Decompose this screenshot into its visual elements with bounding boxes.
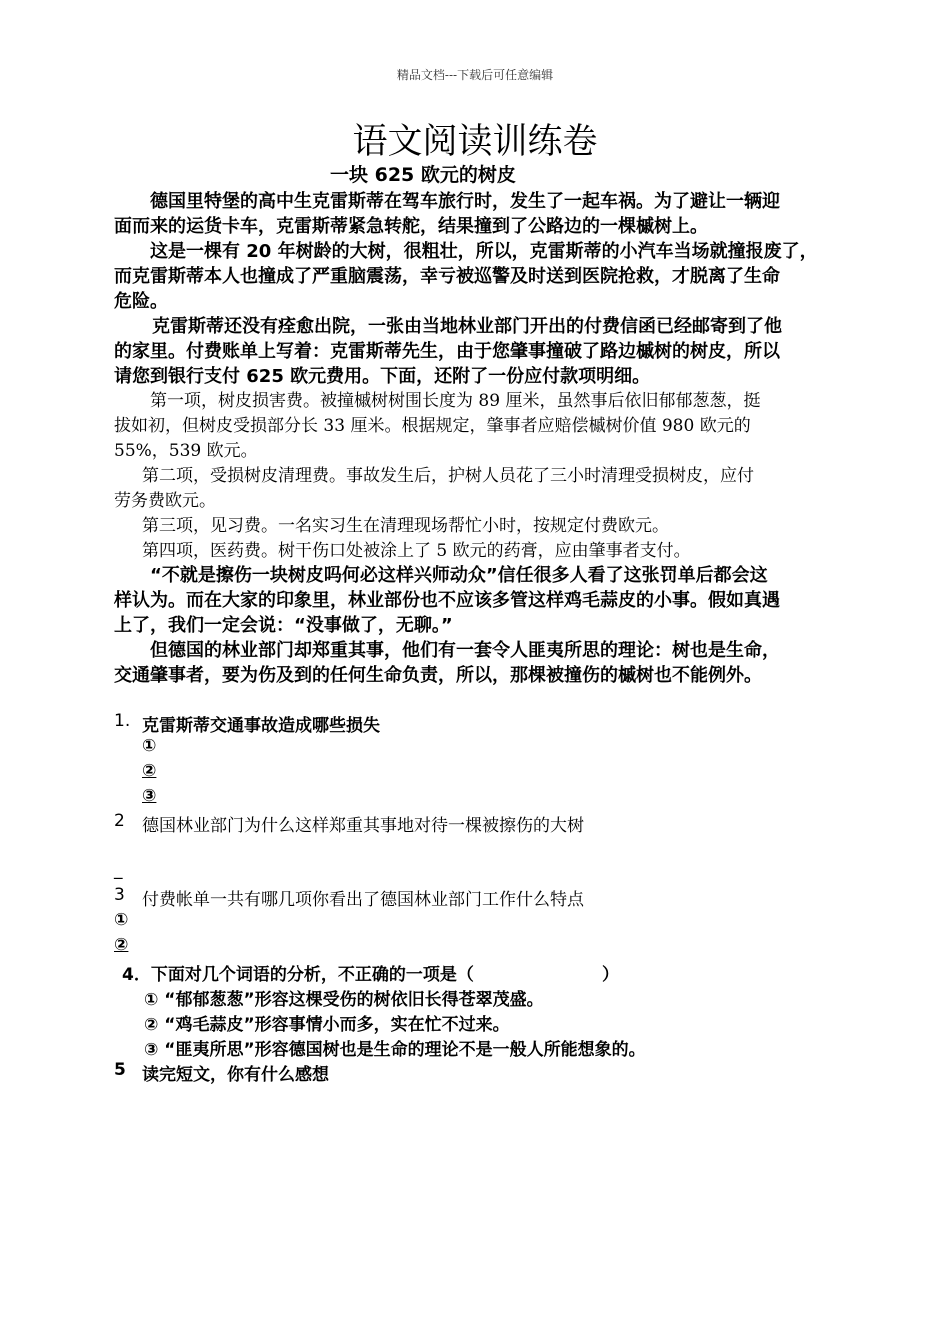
question-4-close: ） [602, 965, 619, 985]
article-line: 上了，我们一定会说：“没事做了，无聊。” [114, 615, 453, 636]
article-line: 55%，539 欧元。 [114, 441, 258, 461]
article-line: 危险。 [114, 291, 168, 312]
article-line: 而克雷斯蒂本人也撞成了严重脑震荡，幸亏被巡警及时送到医院抢救，才脱离了生命 [114, 266, 780, 287]
question-5-text: 读完短文，你有什么感想 [142, 1065, 329, 1085]
page-header: 精品文档---下载后可任意编辑 [396, 68, 554, 82]
article-line: 请您到银行支付 625 欧元费用。下面，还附了一份应付款项明细。 [114, 366, 651, 387]
article-line: 交通肇事者，要为伤及到的任何生命负责，所以，那棵被撞伤的槭树也不能例外。 [114, 665, 762, 686]
article-line: 德国里特堡的高中生克雷斯蒂在驾车旅行时，发生了一起车祸。为了避让一辆迎 [150, 191, 780, 212]
question-1-text: 克雷斯蒂交通事故造成哪些损失 [142, 716, 380, 736]
question-3-text: 付费帐单一共有哪几项你看出了德国林业部门工作什么特点 [142, 890, 584, 910]
article-line: 第三项，见习费。一名实习生在清理现场帮忙小时，按规定付费欧元。 [142, 516, 669, 536]
page-title: 语文阅读训练卷 [352, 122, 598, 162]
article-title: 一块 625 欧元的树皮 [330, 164, 516, 186]
question-2-number: 2 [114, 811, 125, 831]
article-line: 第二项，受损树皮清理费。事故发生后，护树人员花了三小时清理受损树皮，应付 [142, 466, 754, 486]
question-2-text: 德国林业部门为什么这样郑重其事地对待一棵被擦伤的大树 [142, 816, 584, 836]
option-3: ③ “匪夷所思”形容德国树也是生命的理论不是一般人所能想象的。 [144, 1040, 646, 1060]
question-1-number: 1. [114, 711, 131, 731]
article-line: 样认为。而在大家的印象里，林业部份也不应该多管这样鸡毛蒜皮的小事。假如真遇 [114, 590, 780, 611]
answer-blank[interactable]: ② [142, 761, 157, 781]
answer-blank[interactable]: ① [114, 910, 129, 930]
question-4-text: 4．下面对几个词语的分析，不正确的一项是（ [122, 965, 474, 985]
article-line: 的家里。付费账单上写着：克雷斯蒂先生，由于您肇事撞破了路边槭树的树皮，所以 [114, 341, 780, 362]
question-5-number: 5 [114, 1060, 126, 1080]
article-line: 第四项，医药费。树干伤口处被涂上了 5 欧元的药膏，应由肇事者支付。 [142, 541, 691, 561]
answer-blank[interactable]: ② [114, 935, 129, 955]
article-line: 面而来的运货卡车，克雷斯蒂紧急转舵，结果撞到了公路边的一棵槭树上。 [114, 216, 708, 237]
article-line: 拔如初，但树皮受损部分长 33 厘米。根据规定，肇事者应赔偿槭树价值 980 欧元的 [114, 416, 751, 436]
question-3-number: 3 [114, 885, 125, 905]
answer-blank[interactable]: ① [142, 736, 157, 756]
article-line: “不就是擦伤一块树皮吗何必这样兴师动众”信任很多人看了这张罚单后都会这 [150, 565, 768, 586]
answer-blank[interactable]: ③ [142, 786, 157, 806]
article-line: 劳务费欧元。 [114, 491, 216, 511]
article-line: 但德国的林业部门却郑重其事，他们有一套令人匪夷所思的理论：树也是生命， [150, 640, 780, 661]
article-line: 这是一棵有 20 年树龄的大树，很粗壮，所以，克雷斯蒂的小汽车当场就撞报废了， [150, 241, 818, 262]
article-line: 第一项，树皮损害费。被撞槭树树围长度为 89 厘米，虽然事后依旧郁郁葱葱，挺 [150, 391, 761, 411]
article-line: 克雷斯蒂还没有痊愈出院，一张由当地林业部门开出的付费信函已经邮寄到了他 [152, 316, 782, 337]
option-1: ① “郁郁葱葱”形容这棵受伤的树依旧长得苍翠茂盛。 [144, 990, 544, 1010]
option-2: ② “鸡毛蒜皮”形容事情小而多，实在忙不过来。 [144, 1015, 510, 1035]
answer-line[interactable]: _ [114, 860, 123, 880]
